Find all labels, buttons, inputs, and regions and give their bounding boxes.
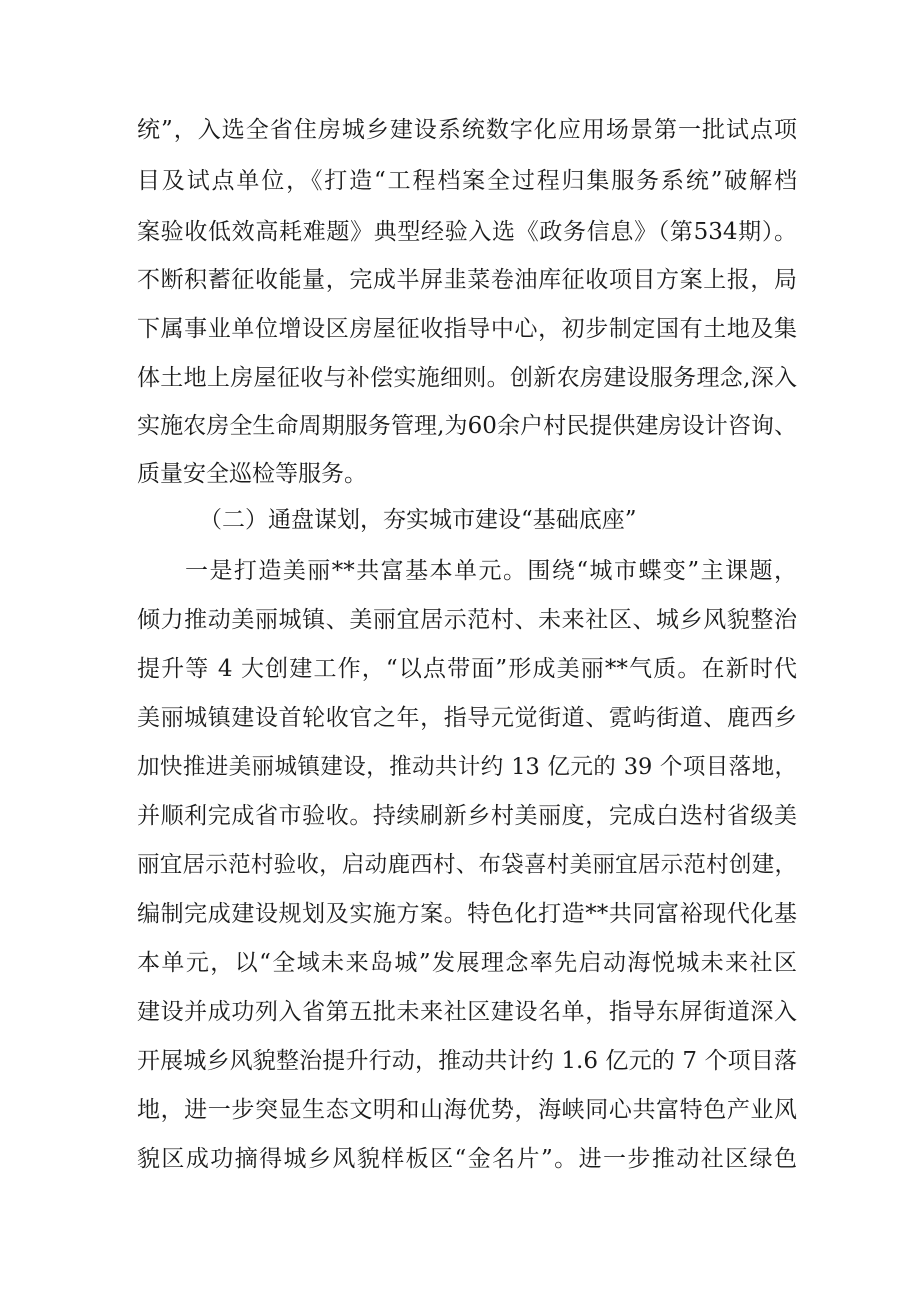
paragraph-line: 倾力推动美丽城镇、美丽宜居示范村、未来社区、城乡风貌整治 xyxy=(137,607,797,633)
paragraph-line: 建设并成功列入省第五批未来社区建设名单，指导东屏街道深入 xyxy=(137,999,797,1025)
paragraph-line: 丽宜居示范村验收，启动鹿西村、布袋喜村美丽宜居示范村创建， xyxy=(137,852,797,878)
paragraph-line: 一是打造美丽**共富基本单元。围绕“城市蝶变”主课题， xyxy=(185,558,797,584)
paragraph-line: 加快推进美丽城镇建设，推动共计约 13 亿元的 39 个项目落地， xyxy=(137,754,797,780)
paragraph-line: 本单元，以“全域未来岛城”发展理念率先启动海悦城未来社区 xyxy=(137,950,797,976)
paragraph-line: 地，进一步突显生态文明和山海优势，海峡同心共富特色产业风 xyxy=(137,1097,797,1123)
paragraph-line: 编制完成建设规划及实施方案。特色化打造**共同富裕现代化基 xyxy=(137,901,797,927)
paragraph-line: 并顺利完成省市验收。持续刷新乡村美丽度，完成白迭村省级美 xyxy=(137,803,797,829)
paragraph-line: 案验收低效高耗难题》典型经验入选《政务信息》（第534期）。 xyxy=(137,219,797,245)
paragraph-line: 统”，入选全省住房城乡建设系统数字化应用场景第一批试点项 xyxy=(137,117,797,143)
paragraph-line: 目及试点单位，《打造“工程档案全过程归集服务系统”破解档 xyxy=(137,168,797,194)
paragraph-line: 下属事业单位增设区房屋征收指导中心，初步制定国有土地及集 xyxy=(137,316,797,342)
paragraph-line: 体土地上房屋征收与补偿实施细则。创新农房建设服务理念,深入 xyxy=(137,365,797,391)
paragraph-line: 不断积蓄征收能量，完成半屏韭菜卷油库征收项目方案上报，局 xyxy=(137,267,797,293)
paragraph-line: 提升等 4 大创建工作，“以点带面”形成美丽**气质。在新时代 xyxy=(137,656,797,682)
paragraph-line: 质量安全巡检等服务。 xyxy=(137,461,367,487)
paragraph-line: 实施农房全生命周期服务管理,为60余户村民提供建房设计咨询、 xyxy=(137,413,797,439)
paragraph-line: 美丽城镇建设首轮收官之年，指导元觉街道、霓屿街道、鹿西乡 xyxy=(137,705,797,731)
section-heading: （二）通盘谋划，夯实城市建设“基础底座” xyxy=(199,507,637,533)
paragraph-line: 开展城乡风貌整治提升行动，推动共计约 1.6 亿元的 7 个项目落 xyxy=(137,1048,797,1074)
paragraph-line: 貌区成功摘得城乡风貌样板区“金名片”。进一步推动社区绿色 xyxy=(137,1146,797,1172)
